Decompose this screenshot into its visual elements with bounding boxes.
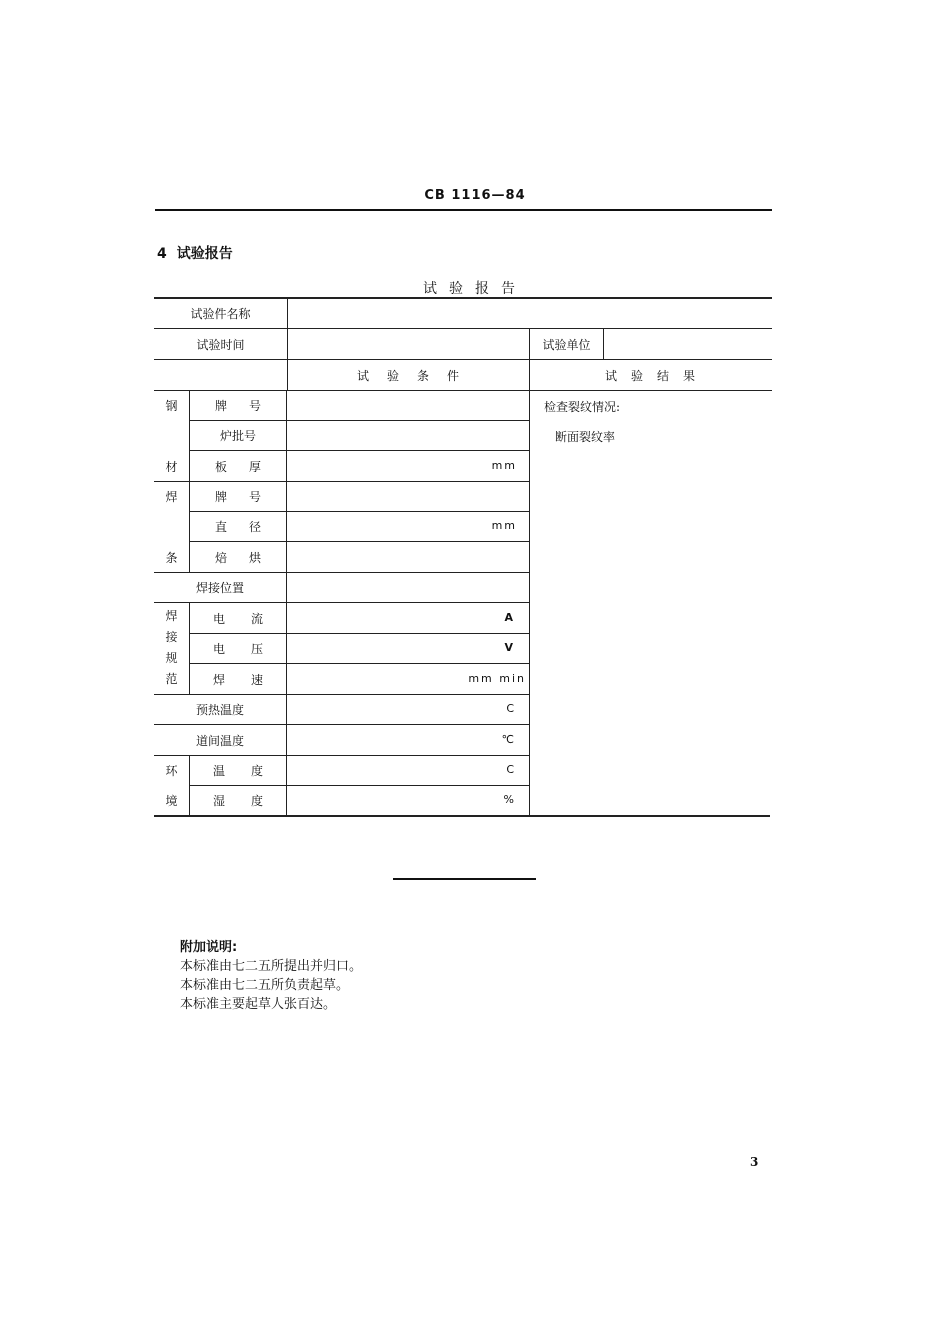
header-rule <box>155 209 772 211</box>
conditions-header: 试验条件 <box>356 368 477 383</box>
unit-speed: mm min <box>468 672 526 685</box>
row-electrode-grade: 牌号 <box>214 490 283 504</box>
row-baking: 焙烘 <box>214 550 283 565</box>
col-divider <box>529 328 530 816</box>
row-voltage: 电压 <box>213 642 290 656</box>
unit-diameter: mm <box>491 519 517 532</box>
row-steel-grade: 牌号 <box>214 399 283 413</box>
group-electrode-label-bottom: 条 <box>165 550 178 565</box>
test-unit-label: 试验单位 <box>542 337 591 352</box>
row-current: 电流 <box>213 611 290 626</box>
row-speed: 焊速 <box>213 672 290 687</box>
results-header: 试验结果 <box>604 368 709 383</box>
unit-voltage: V <box>504 641 515 654</box>
row-preheat: 预热温度 <box>195 703 244 717</box>
col-divider <box>286 390 287 816</box>
group-env-label-top: 环 <box>165 764 178 778</box>
notes-line: 本标准主要起草人张百达。 <box>180 997 337 1012</box>
group-steel-label-top: 钢 <box>165 399 178 413</box>
standard-code: CB 1116—84 <box>424 188 526 203</box>
table-bottom-border <box>154 815 770 817</box>
col-divider <box>603 328 604 359</box>
notes-line: 本标准由七二五所提出并归口。 <box>180 959 363 974</box>
notes-line: 本标准由七二五所负责起草。 <box>180 978 350 993</box>
unit-current: A <box>504 611 515 624</box>
row-welding-position: 焊接位置 <box>195 581 244 595</box>
row-interpass: 道间温度 <box>195 733 244 748</box>
group-spec-label-4: 范 <box>165 671 178 686</box>
additional-notes <box>180 938 362 1014</box>
unit-preheat: C <box>506 702 516 715</box>
test-time-label: 试验时间 <box>196 337 245 352</box>
row-plate-thickness: 板厚 <box>214 459 283 474</box>
group-spec-label-3: 规 <box>165 650 178 665</box>
group-spec-label-2: 接 <box>165 629 178 644</box>
row-temperature: 温度 <box>213 764 290 778</box>
unit-temperature: C <box>506 763 516 776</box>
report-title: 试验报告 <box>423 281 527 297</box>
group-electrode-label-top: 焊 <box>165 490 178 504</box>
page-number: 3 <box>750 1155 759 1169</box>
notes-heading: 附加说明: <box>180 940 238 955</box>
group-steel-label-bottom: 材 <box>165 459 178 474</box>
unit-interpass: ℃ <box>501 733 516 746</box>
group-env-label-bottom: 境 <box>165 794 178 808</box>
specimen-name-label: 试验件名称 <box>190 307 251 321</box>
group-spec-label-1: 焊 <box>165 608 178 623</box>
row-heat-no: 炉批号 <box>219 429 256 443</box>
unit-humidity: % <box>503 793 516 806</box>
section-number: 4 <box>157 246 167 262</box>
result-crack-ratio: 断面裂纹率 <box>555 430 616 444</box>
end-rule <box>393 878 536 880</box>
section-heading <box>157 243 233 263</box>
unit-thickness: mm <box>491 459 517 472</box>
section-title: 试验报告 <box>176 246 233 262</box>
row-humidity: 湿度 <box>213 794 290 808</box>
row-diameter: 直径 <box>214 520 283 534</box>
result-crack-check: 检查裂纹情况: <box>544 400 621 414</box>
